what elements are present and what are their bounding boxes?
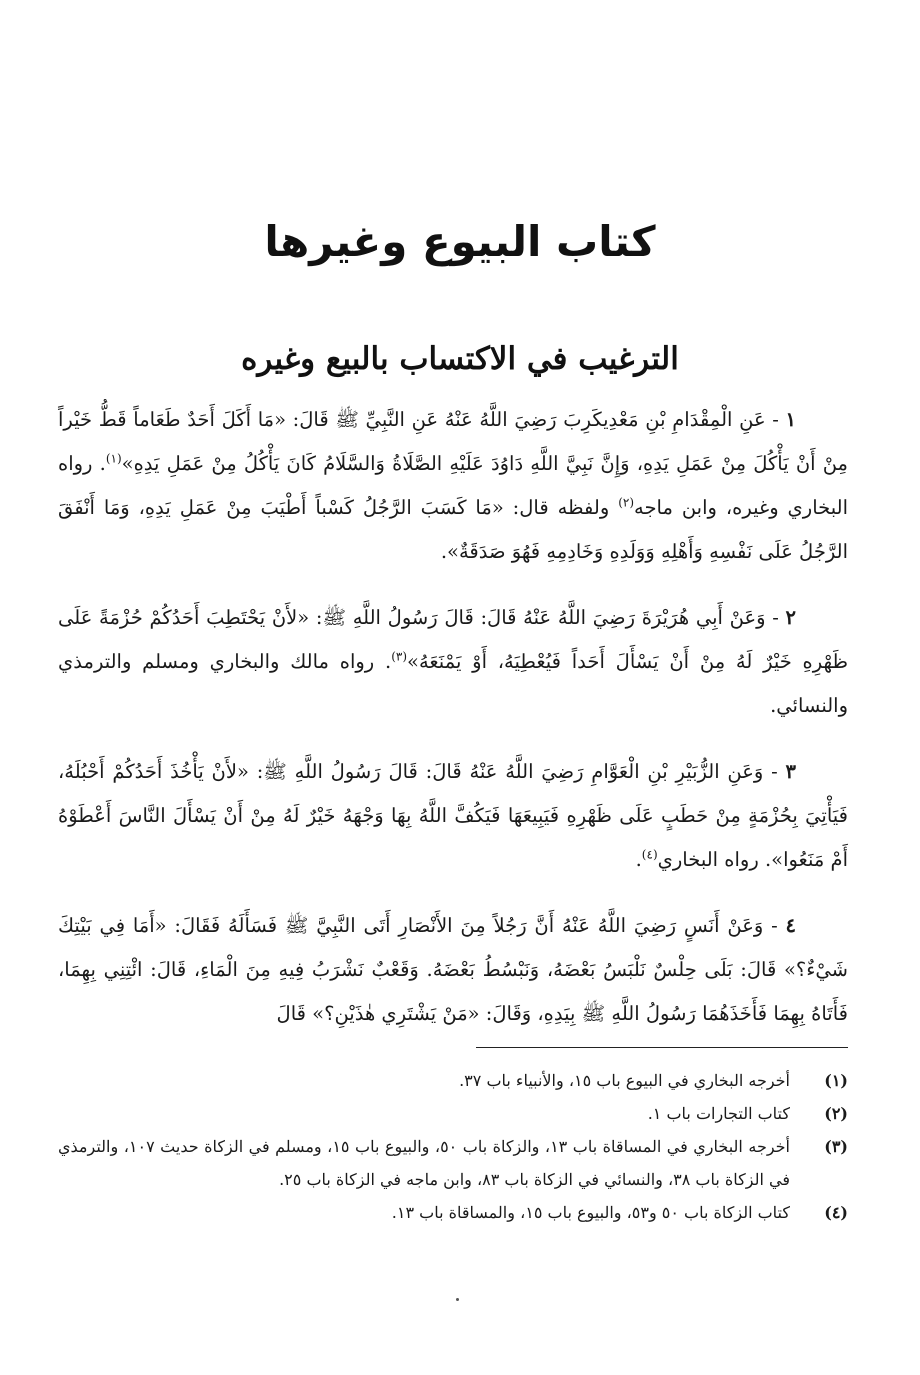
hadith-number: ١ (785, 408, 796, 431)
hadith-2: ٢ - وَعَنْ أَبِي هُرَيْرَةَ رَضِيَ اللَّهُ عَنْهُ قَالَ: قَالَ رَسُولُ اللَّهِ ﷺ: «لأَنْ يَحْتَطِبَ أَحَدُكُمْ حُزْمَةً عَلَى ظَهْرِهِ خَيْرٌ لَهُ مِنْ أَنْ يَسْأَلَ أَحَداً فَيُعْطِيَهُ، أَوْ يَمْنَعَهُ»$^{(٣)}$. رواه مالك والبخاري ومسلم والترمذي والنسائي. (58, 606, 849, 717)
footnote-number: (٣) (824, 1137, 848, 1156)
hadith-1: ١ - عَنِ الْمِقْدَامِ بْنِ مَعْدِيكَرِبَ رَضِيَ اللَّهُ عَنْهُ عَنِ النَّبِيِّ ﷺ قَالَ: «مَا أَكَلَ أَحَدٌ طَعَاماً قَطُّ خَيْراً مِنْ أَنْ يَأْكُلَ مِنْ عَمَلِ يَدِهِ، وَإِنَّ نَبِيَّ اللَّهِ دَاوُدَ عَلَيْهِ الصَّلَاةُ وَالسَّلَامُ كَانَ يَأْكُلُ مِنْ عَمَلِ يَدِهِ»$^{(١)}$. رواه البخاري وغيره، وابن ماجه$^{(٢)}$ ولفظه قال: «مَا كَسَبَ الرَّجُلُ كَسْباً أَطْيَبَ مِنْ عَمَلِ يَدِهِ، وَمَا أَنْفَقَ الرَّجُلُ عَلَى نَفْسِهِ وَأَهْلِهِ وَوَلَدِهِ وَخَادِمِهِ فَهُوَ صَدَقَةٌ». (58, 408, 848, 563)
hadith-source: . رواه مالك والبخاري ومسلم والترمذي والنسائي. (58, 650, 848, 717)
footnote-2 (58, 1097, 848, 1130)
hadith-list (58, 398, 848, 1058)
footnote-4 (58, 1196, 848, 1229)
footnote-ref: (٣) (391, 649, 408, 664)
hadith-3: ٣ - وَعَنِ الزُّبَيْرِ بْنِ الْعَوَّامِ رَضِيَ اللَّهُ عَنْهُ قَالَ: قَالَ رَسُولُ اللَّهِ ﷺ: «لأَنْ يَأْخُذَ أَحَدُكُمْ أَحْبُلَهُ، فَيَأْتِيَ بِحُزْمَةٍ مِنْ حَطَبٍ عَلَى ظَهْرِهِ فَيَبِيعَهَا فَيَكُفَّ اللَّهُ بِهَا وَجْهَهُ خَيْرٌ لَهُ مِنْ أَنْ يَسْأَلَ النَّاسَ أَعْطَوْهُ أَمْ مَنَعُوا». رواه البخاري$^{(٤)}$. (58, 760, 848, 871)
hadith-number: ٢ (785, 606, 796, 629)
hadith-number: ٤ (785, 914, 796, 937)
footnote-text: أخرجه البخاري في البيوع باب ١٥، والأنبياء باب ٣٧. (459, 1071, 790, 1090)
hadith-text: وَعَنْ أَنَسٍ رَضِيَ اللَّهُ عَنْهُ أَنَّ رَجُلاً مِنَ الأَنْصَارِ أَتَى النَّبِيَّ ﷺ فَسَأَلَهُ فَقَالَ: «أَمَا فِي بَيْتِكَ شَيْءٌ؟» قَالَ: بَلَى حِلْسٌ نَلْبَسُ بَعْضَهُ، وَنَبْسُطُ بَعْضَهُ. وَقَعْبٌ نَشْرَبُ فِيهِ مِنَ الْمَاءِ، قَالَ: ائْتِنِي بِهِمَا، فَأَتَاهُ بِهِمَا فَأَخَذَهُمَا رَسُولُ اللَّهِ ﷺ بِيَدِهِ، وَقَالَ: «مَنْ يَشْتَرِي هٰذَيْنِ؟» قَالَ (58, 914, 848, 1025)
footnote-number: (٤) (824, 1203, 848, 1222)
footnote-divider (476, 1047, 848, 1048)
hadith-text: وَعَنِ الزُّبَيْرِ بْنِ الْعَوَّامِ رَضِيَ اللَّهُ عَنْهُ قَالَ: قَالَ رَسُولُ اللَّهِ ﷺ: «لأَنْ يَأْخُذَ أَحَدُكُمْ أَحْبُلَهُ، فَيَأْتِيَ بِحُزْمَةٍ مِنْ حَطَبٍ عَلَى ظَهْرِهِ فَيَبِيعَهَا فَيَكُفَّ اللَّهُ بِهَا وَجْهَهُ خَيْرٌ لَهُ مِنْ أَنْ يَسْأَلَ النَّاسَ أَعْطَوْهُ أَمْ مَنَعُوا». رواه البخاري (58, 760, 848, 871)
hadith-4: ٤ - وَعَنْ أَنَسٍ رَضِيَ اللَّهُ عَنْهُ أَنَّ رَجُلاً مِنَ الأَنْصَارِ أَتَى النَّبِيَّ ﷺ فَسَأَلَهُ فَقَالَ: «أَمَا فِي بَيْتِكَ شَيْءٌ؟» قَالَ: بَلَى حِلْسٌ نَلْبَسُ بَعْضَهُ، وَنَبْسُطُ بَعْضَهُ. وَقَعْبٌ نَشْرَبُ فِيهِ مِنَ الْمَاءِ، قَالَ: ائْتِنِي بِهِمَا، فَأَتَاهُ بِهِمَا فَأَخَذَهُمَا رَسُولُ اللَّهِ ﷺ بِيَدِهِ، وَقَالَ: «مَنْ يَشْتَرِي هٰذَيْنِ؟» قَالَ (58, 914, 848, 1025)
footnote-number: (١) (824, 1071, 848, 1090)
page-mark (456, 1298, 459, 1301)
footnotes (58, 1064, 848, 1229)
footnote-number: (٢) (824, 1104, 848, 1123)
footnote-ref: (١) (105, 451, 122, 466)
hadith-source: . (635, 848, 642, 871)
footnote-text: كتاب الزكاة باب ٥٠ و٥٣، والبيوع باب ١٥، والمساقاة باب ١٣. (391, 1203, 790, 1222)
footnote-text: كتاب التجارات باب ١. (647, 1104, 790, 1123)
book-title: كتاب البيوع وغيرها (264, 217, 656, 266)
footnote-ref: (٤) (641, 847, 658, 862)
chapter-title: الترغيب في الاكتساب بالبيع وغيره (241, 341, 679, 377)
footnote-3 (58, 1130, 848, 1196)
footnote-ref: (٢) (618, 495, 635, 510)
hadith-text: ولفظه قال: «مَا كَسَبَ الرَّجُلُ كَسْباً أَطْيَبَ مِنْ عَمَلِ يَدِهِ، وَمَا أَنْفَقَ الرَّجُلُ عَلَى نَفْسِهِ وَأَهْلِهِ وَوَلَدِهِ وَخَادِمِهِ فَهُوَ صَدَقَةٌ». (58, 496, 848, 563)
footnote-text: أخرجه البخاري في المساقاة باب ١٣، والزكاة باب ٥٠، والبيوع باب ١٥، ومسلم في الزكاة حديث ١٠٧، والترمذي في الزكاة باب ٣٨، والنسائي في الزكاة باب ٨٣، وابن ماجه في الزكاة باب ٢٥. (58, 1137, 791, 1189)
hadith-text: وَعَنْ أَبِي هُرَيْرَةَ رَضِيَ اللَّهُ عَنْهُ قَالَ: قَالَ رَسُولُ اللَّهِ ﷺ: «لأَنْ يَحْتَطِبَ أَحَدُكُمْ حُزْمَةً عَلَى ظَهْرِهِ خَيْرٌ لَهُ مِنْ أَنْ يَسْأَلَ أَحَداً فَيُعْطِيَهُ، أَوْ يَمْنَعَهُ» (58, 606, 849, 673)
hadith-text: عَنِ الْمِقْدَامِ بْنِ مَعْدِيكَرِبَ رَضِيَ اللَّهُ عَنْهُ عَنِ النَّبِيِّ ﷺ قَالَ: «مَا أَكَلَ أَحَدٌ طَعَاماً قَطُّ خَيْراً مِنْ أَنْ يَأْكُلَ مِنْ عَمَلِ يَدِهِ، وَإِنَّ نَبِيَّ اللَّهِ دَاوُدَ عَلَيْهِ الصَّلَاةُ وَالسَّلَامُ كَانَ يَأْكُلُ مِنْ عَمَلِ يَدِهِ» (58, 408, 848, 475)
hadith-number: ٣ (785, 760, 796, 783)
hadith-source: . رواه البخاري وغيره، وابن ماجه (58, 452, 848, 519)
footnote-1 (58, 1064, 848, 1097)
